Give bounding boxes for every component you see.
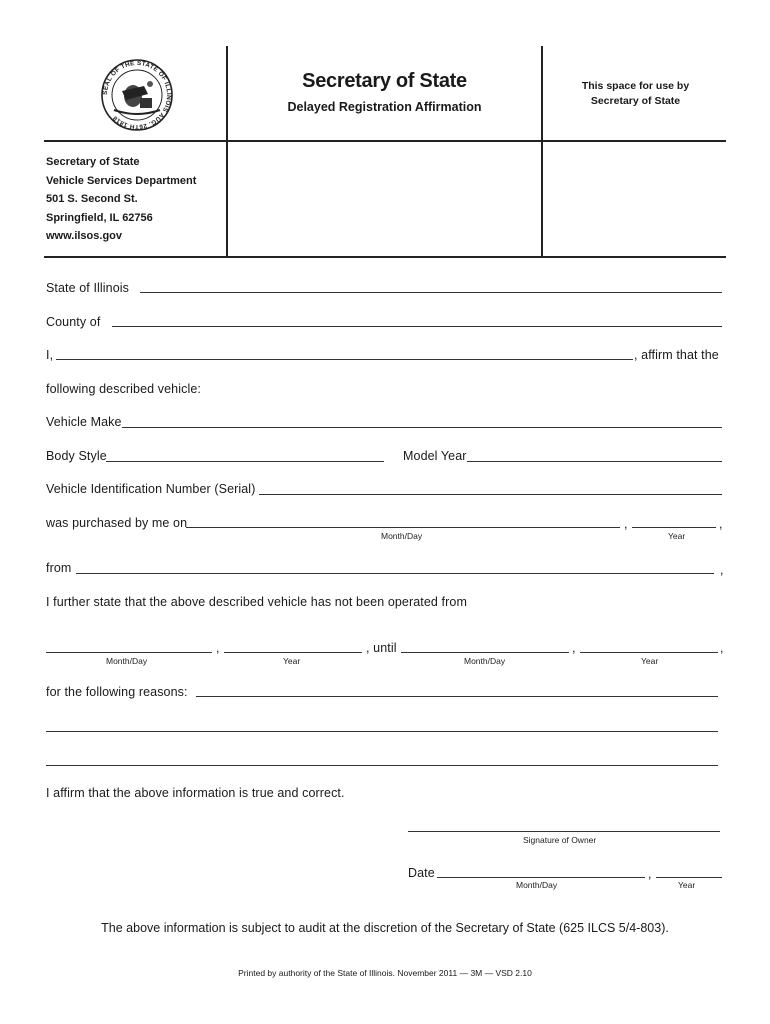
purchase-comma-2: , xyxy=(719,517,723,531)
printed-note: Printed by authority of the State of Illinois. November 2011 — 3M — VSD 2.10 xyxy=(238,968,532,978)
reasons-label: for the following reasons: xyxy=(46,685,188,699)
until-label: , until xyxy=(366,641,397,655)
range-comma-1: , xyxy=(216,641,220,655)
office-use-note xyxy=(543,79,728,109)
vin-field[interactable] xyxy=(259,494,722,495)
purchase-month-day-field[interactable] xyxy=(186,527,620,528)
signature-field[interactable] xyxy=(408,831,720,832)
address-line4: Springfield, IL 62756 xyxy=(46,211,153,224)
not-operated-until-month-day-field[interactable] xyxy=(401,652,569,653)
state-field[interactable] xyxy=(140,292,722,293)
date-year-field[interactable] xyxy=(656,877,722,878)
address-website: www.ilsos.gov xyxy=(46,230,122,242)
described-vehicle-label: following described vehicle: xyxy=(46,382,201,396)
vin-label: Vehicle Identification Number (Serial) xyxy=(46,482,256,496)
range-comma-2: , xyxy=(572,641,576,655)
not-operated-until-year-field[interactable] xyxy=(580,652,718,653)
state-seal xyxy=(100,58,174,132)
from-field[interactable] xyxy=(76,573,714,574)
range-comma-3: , xyxy=(720,641,724,655)
range-from-month-day-caption: Month/Day xyxy=(106,656,148,666)
from-label: from xyxy=(46,561,72,575)
audit-note: The above information is subject to audit at the discretion of the Secretary of State (625 ILCS 5/4-803). xyxy=(101,921,669,935)
date-comma: , xyxy=(648,867,652,881)
affirm-true-label: I affirm that the above information is true and correct. xyxy=(46,786,345,800)
reasons-field-1[interactable] xyxy=(196,696,718,697)
purchase-year-field[interactable] xyxy=(632,527,716,528)
not-operated-from-year-field[interactable] xyxy=(224,652,362,653)
signature-caption: Signature of Owner xyxy=(523,835,597,845)
date-year-caption: Year xyxy=(678,880,696,890)
owner-i-label: I, xyxy=(46,348,54,362)
date-month-day-field[interactable] xyxy=(437,877,645,878)
address-block xyxy=(46,153,196,246)
page-title: Secretary of State xyxy=(302,70,467,92)
header-rule-bottom xyxy=(44,256,726,258)
county-label: County of xyxy=(46,315,101,329)
reasons-field-3[interactable] xyxy=(46,765,718,766)
owner-name-field[interactable] xyxy=(56,359,633,360)
purchase-comma-1: , xyxy=(624,517,628,531)
state-label: State of Illinois xyxy=(46,281,129,295)
date-label: Date xyxy=(408,866,435,880)
range-until-month-day-caption: Month/Day xyxy=(464,656,506,666)
range-from-year-caption: Year xyxy=(283,656,301,666)
office-use-note-line1: This space for use by xyxy=(581,80,690,92)
header-rule-middle xyxy=(44,140,726,142)
model-year-label: Model Year xyxy=(403,449,467,463)
affirm-label: , affirm that the xyxy=(634,348,719,362)
reasons-field-2[interactable] xyxy=(46,731,718,732)
body-style-field[interactable] xyxy=(106,461,384,462)
address-line3: 501 S. Second St. xyxy=(46,193,138,205)
seal-text: SEAL OF THE STATE OF ILLINOIS AUG. 26TH 1818 xyxy=(101,59,173,131)
body-style-label: Body Style xyxy=(46,449,107,463)
vehicle-make-label: Vehicle Make xyxy=(46,415,122,429)
purchase-year-caption: Year xyxy=(668,531,686,541)
model-year-field[interactable] xyxy=(467,461,722,462)
page-subtitle: Delayed Registration Affirmation xyxy=(287,100,482,114)
purchase-month-day-caption: Month/Day xyxy=(381,531,423,541)
purchased-label: was purchased by me on xyxy=(46,516,188,530)
county-field[interactable] xyxy=(112,326,722,327)
not-operated-from-month-day-field[interactable] xyxy=(46,652,212,653)
not-operated-label: I further state that the above described vehicle has not been operated from xyxy=(46,595,467,609)
address-line1: Secretary of State xyxy=(46,156,140,168)
address-line2: Vehicle Services Department xyxy=(46,174,197,187)
vehicle-make-field[interactable] xyxy=(122,427,722,428)
date-month-day-caption: Month/Day xyxy=(516,880,558,890)
from-comma: , xyxy=(720,563,724,577)
range-until-year-caption: Year xyxy=(641,656,659,666)
office-use-note-line2: Secretary of State xyxy=(590,95,681,107)
